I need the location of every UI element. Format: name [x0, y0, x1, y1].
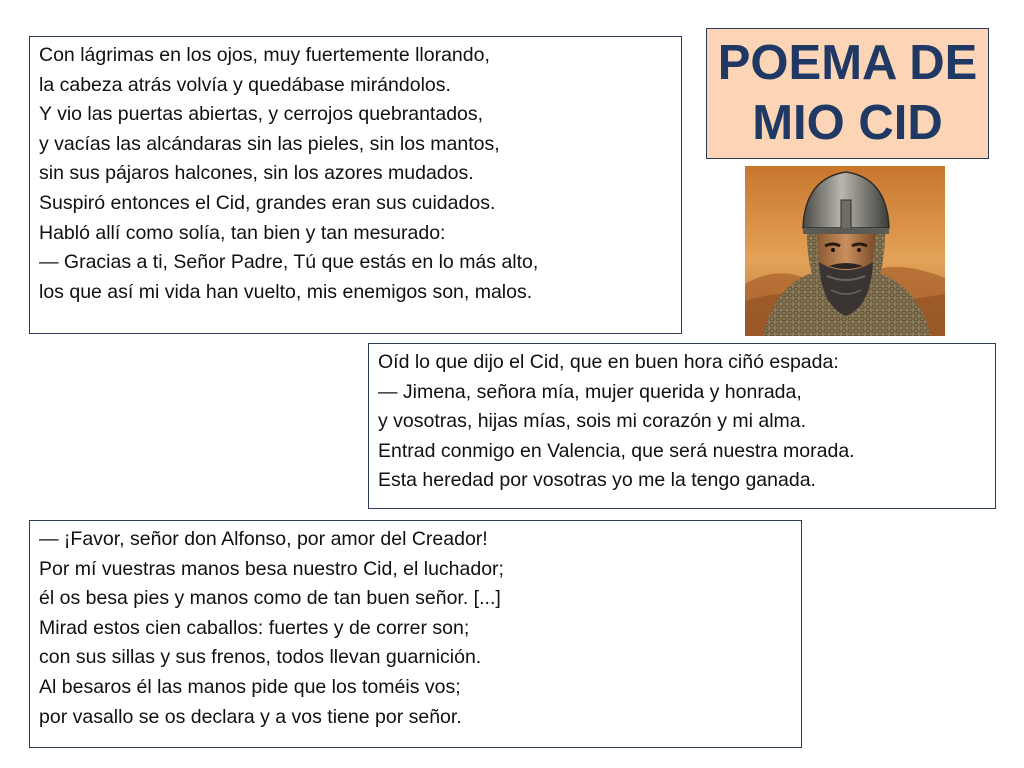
verse-line: Mirad estos cien caballos: fuertes y de correr son; — [39, 616, 470, 639]
verse-line: Habló allí como solía, tan bien y tan mesurado: — [39, 221, 446, 244]
verse-line: Al besaros él las manos pide que los toméis vos; — [39, 675, 461, 698]
verse-line: Por mí vuestras manos besa nuestro Cid, el luchador; — [39, 557, 504, 580]
verse-line: con sus sillas y sus frenos, todos llevan guarnición. — [39, 646, 482, 669]
verse-line: Con lágrimas en los ojos, muy fuertemente llorando, — [39, 44, 490, 66]
page-title — [706, 28, 989, 159]
verse-line: — ¡Favor, señor don Alfonso, por amor del Creador! — [39, 528, 488, 550]
verse-line: Esta heredad por vosotras yo me la tengo ganada. — [378, 469, 816, 492]
verse-line: y vosotras, hijas mías, sois mi corazón y mi alma. — [378, 410, 807, 433]
passage-box-farewell — [29, 36, 682, 334]
verse-line: Entrad conmigo en Valencia, que será nuestra morada. — [378, 439, 855, 462]
verse-line: Oíd lo que dijo el Cid, que en buen hora ciñó espada: — [378, 351, 839, 373]
cid-warrior-portrait-icon — [745, 166, 945, 336]
verse-line: él os besa pies y manos como de tan buen señor. [...] — [39, 587, 501, 610]
verse-line: los que así mi vida han vuelto, mis enemigos son, malos. — [39, 280, 533, 303]
verse-line: por vasallo se os declara y a vos tiene por señor. — [39, 705, 462, 728]
title-line-1: POEMA DE — [717, 36, 978, 90]
verse-line: — Jimena, señora mía, mujer querida y honrada, — [378, 380, 802, 403]
verse-line: Y vio las puertas abiertas, y cerrojos quebrantados, — [39, 103, 484, 126]
verse-line: y vacías las alcándaras sin las pieles, sin los mantos, — [39, 132, 500, 155]
passage-box-alfonso — [29, 520, 802, 748]
title-line-2: MIO CID — [752, 96, 943, 150]
passage-box-jimena — [368, 343, 996, 509]
verse-line: — Gracias a ti, Señor Padre, Tú que estás en lo más alto, — [39, 251, 539, 274]
verse-line: Suspiró entonces el Cid, grandes eran sus cuidados. — [39, 191, 496, 214]
verse-line: sin sus pájaros halcones, sin los azores mudados. — [39, 162, 474, 185]
verse-line: la cabeza atrás volvía y quedábase mirándolos. — [39, 73, 451, 96]
